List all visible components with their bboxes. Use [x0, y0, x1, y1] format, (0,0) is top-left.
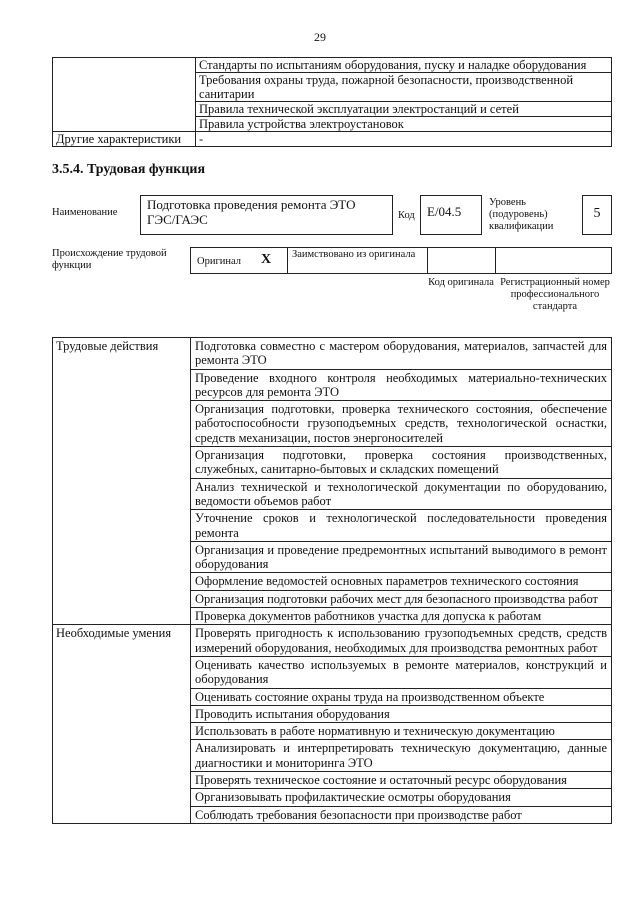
origin-table — [190, 247, 612, 274]
required-skill-item: Использовать в работе нормативную и техническую документацию — [191, 723, 612, 740]
table-row — [53, 338, 612, 370]
required-skill-item: Проводить испытания оборудования — [191, 705, 612, 722]
table-row — [53, 132, 612, 147]
labor-action-item: Подготовка совместно с мастером оборудования, материалов, запчастей для ремонта ЭТО — [191, 338, 612, 370]
required-skill-item: Соблюдать требования безопасности при производстве работ — [191, 806, 612, 823]
row-label — [53, 102, 196, 117]
requirement-text: Стандарты по испытаниям оборудования, пуску и наладке оборудования — [196, 58, 612, 73]
table-row — [53, 625, 612, 657]
origin-divider — [287, 248, 288, 273]
labor-action-item: Уточнение сроков и технологической последовательности проведения ремонта — [191, 510, 612, 542]
required-skill-item: Оценивать состояние охраны труда на производственном объекте — [191, 688, 612, 705]
requirements-table-continuation — [52, 57, 612, 147]
code-label: Код — [398, 210, 415, 221]
requirement-text: - — [196, 132, 612, 147]
code-original-caption: Код оригинала — [428, 277, 494, 288]
labor-action-item: Анализ технической и технологической документации по оборудованию, ведомости объемов работ — [191, 478, 612, 510]
labor-action-item: Проверка документов работников участка для допуска к работам — [191, 608, 612, 625]
section-label: Трудовые действия — [53, 338, 191, 625]
origin-label: Происхождение трудовой функции — [52, 248, 167, 271]
qualification-level-box — [582, 195, 612, 235]
function-name-value: Подготовка проведения ремонта ЭТО ГЭС/ГАЭС — [147, 197, 356, 227]
labor-action-item: Проведение входного контроля необходимых материально-технических ресурсов для ремонта ЭТО — [191, 369, 612, 401]
labor-action-item: Оформление ведомостей основных параметров технического состояния — [191, 573, 612, 590]
section-label: Необходимые умения — [53, 625, 191, 824]
qualification-level-value: 5 — [593, 206, 601, 221]
requirement-text: Правила устройства электроустановок — [196, 117, 612, 132]
required-skill-item: Проверять техническое состояние и остаточный ресурс оборудования — [191, 772, 612, 789]
labor-action-item: Организация подготовки рабочих мест для безопасного производства работ — [191, 590, 612, 607]
registration-number-caption: Регистрационный номер профессионального стандарта — [500, 277, 610, 312]
row-label — [53, 73, 196, 102]
page-number: 29 — [314, 30, 326, 44]
table-row — [53, 73, 612, 102]
function-name-box — [140, 195, 393, 235]
row-label — [53, 58, 196, 73]
name-label: Наименование — [52, 207, 118, 218]
labor-action-item: Организация подготовки, проверка технического состояния, обеспечение работоспособности грузоподъемных средств, технологической оснастки, средств механизации, постов энергоносителей — [191, 401, 612, 447]
origin-divider — [427, 248, 428, 273]
row-label — [53, 117, 196, 132]
table-row — [53, 102, 612, 117]
required-skill-item: Анализировать и интерпретировать техническую документацию, данные диагностики и мониторинга ЭТО — [191, 740, 612, 772]
borrowed-label: Заимствовано из оригинала — [292, 249, 416, 260]
labor-action-item: Организация подготовки, проверка состояния производственных, служебных, санитарно-бытовых и складских помещений — [191, 447, 612, 479]
section-heading: 3.5.4. Трудовая функция — [52, 162, 206, 177]
table-row — [53, 117, 612, 132]
requirement-text: Требования охраны труда, пожарной безопасности, производственной санитарии — [196, 73, 612, 102]
labor-function-table — [52, 337, 612, 824]
original-label: Оригинал — [197, 256, 241, 267]
required-skill-item: Организовывать профилактические осмотры оборудования — [191, 789, 612, 806]
original-mark: X — [261, 252, 272, 267]
required-skill-item: Проверять пригодность к использованию грузоподъемных средств, средств измерений оборудования, необходимых для производства ремонтных работ — [191, 625, 612, 657]
origin-divider — [495, 248, 496, 273]
code-value: E/04.5 — [427, 204, 462, 219]
labor-action-item: Организация и проведение предремонтных испытаний выводимого в ремонт оборудования — [191, 541, 612, 573]
code-box — [420, 195, 482, 235]
row-label: Другие характеристики — [53, 132, 196, 147]
qualification-level-label: Уровень (подуровень) квалификации — [489, 197, 554, 232]
table-row — [53, 58, 612, 73]
requirement-text: Правила технической эксплуатации электростанций и сетей — [196, 102, 612, 117]
required-skill-item: Оценивать качество используемых в ремонте материалов, конструкций и оборудования — [191, 656, 612, 688]
